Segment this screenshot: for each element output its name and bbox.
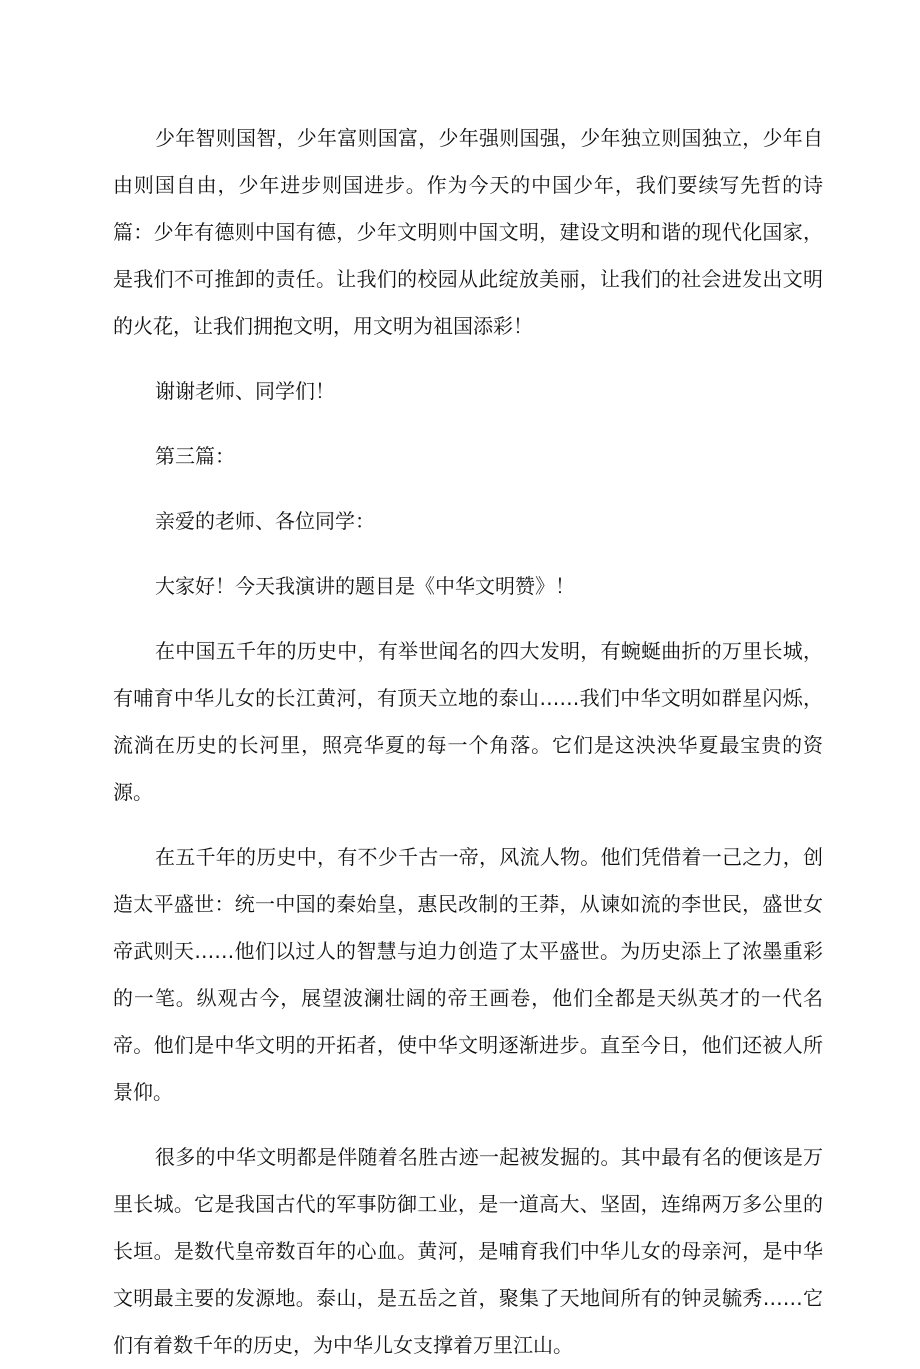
paragraph-thanks: 谢谢老师、同学们！ xyxy=(155,379,335,403)
paragraph-speech-title: 大家好！今天我演讲的题目是《中华文明赞》！ xyxy=(155,574,575,598)
paragraph-emperors: 在五千年的历史中，有不少千古一帝，风流人物。他们凭借着一己之力，创造太平盛世：统一中国的秦始皇，惠民改制的王莽，从谏如流的李世民，盛世女帝武则天……他们以过人的智慧与迫力创造了太平盛世。为历史添上了浓墨重彩的一笔。纵观古今，展望波澜壮阔的帝王画卷，他们全都是天纵英才的一代名帝。他们是中华文明的开拓者，使中华文明逐渐进步。直至今日，他们还被人所景仰。 xyxy=(113,845,823,1104)
paragraph-greeting: 亲爱的老师、各位同学： xyxy=(155,509,375,533)
paragraph-youth-nation: 少年智则国智，少年富则国富，少年强则国强，少年独立则国独立，少年自由则国自由，少年进步则国进步。作为今天的中国少年，我们要续写先哲的诗篇：少年有德则中国有德，少年文明则中国文明，建设文明和谐的现代化国家，是我们不可推卸的责任。让我们的校园从此绽放美丽，让我们的社会进发出文明的火花，让我们拥抱文明，用文明为祖国添彩！ xyxy=(113,126,823,338)
paragraph-history: 在中国五千年的历史中，有举世闻名的四大发明，有蜿蜒曲折的万里长城，有哺育中华儿女的长江黄河，有顶天立地的泰山……我们中华文明如群星闪烁，流淌在历史的长河里，照亮华夏的每一个角落。它们是这泱泱华夏最宝贵的资源。 xyxy=(113,639,823,804)
section-heading-third: 第三篇： xyxy=(155,444,235,468)
paragraph-heritage-sites: 很多的中华文明都是伴随着名胜古迹一起被发掘的。其中最有名的便该是万里长城。它是我国古代的军事防御工业，是一道高大、坚固，连绵两万多公里的长垣。是数代皇帝数百年的心血。黄河，是哺育我们中华儿女的母亲河，是中华文明最主要的发源地。泰山，是五岳之首，聚集了天地间所有的钟灵毓秀……它们有着数千年的历史，为中华儿女支撑着万里江山。 xyxy=(113,1145,823,1357)
document-body xyxy=(113,115,823,1369)
